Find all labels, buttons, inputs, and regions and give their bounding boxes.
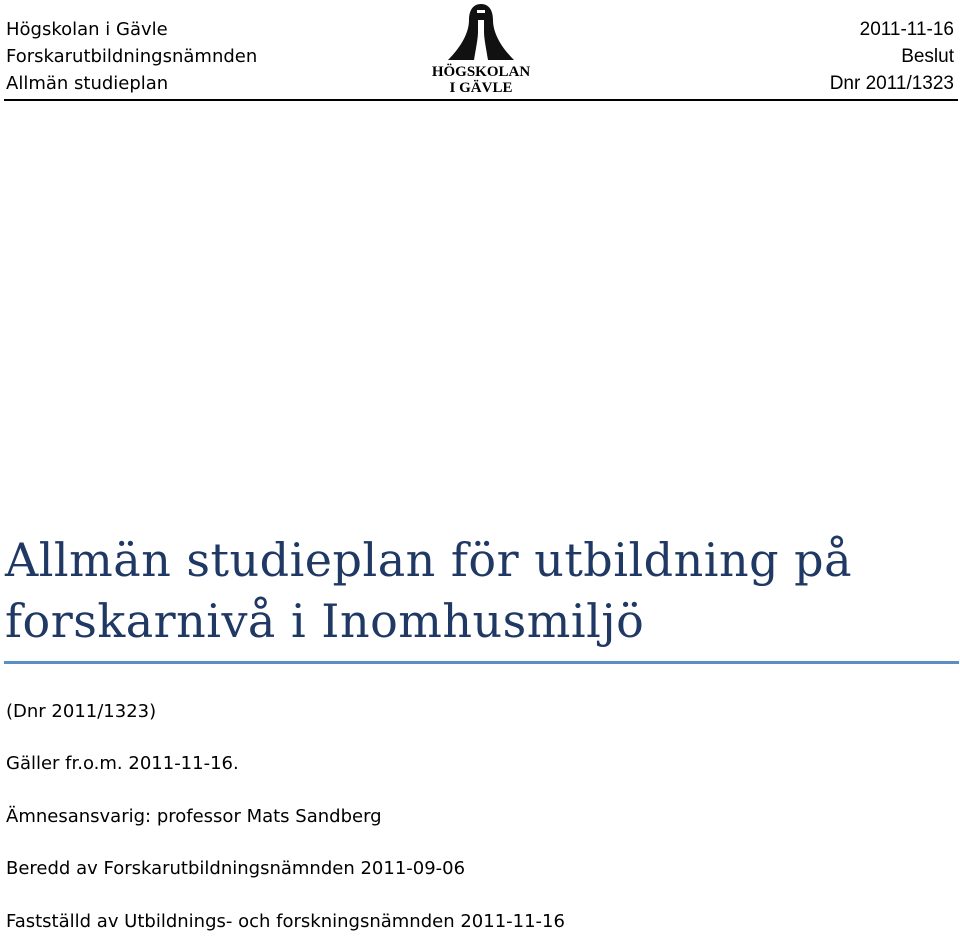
prepared-by-text: Beredd av Forskarutbildningsnämnden 2011-09-06: [6, 858, 466, 879]
header-university-name: Högskolan i Gävle: [6, 19, 168, 40]
header-right-block: [830, 16, 954, 97]
approved-by-text: Fastställd av Utbildnings- och forskningsnämnden 2011-11-16: [6, 911, 565, 932]
title-divider: [4, 661, 959, 664]
header-decision-label: Beslut: [901, 46, 954, 67]
logo-text-line2: I GÄVLE: [449, 80, 513, 96]
registration-number-text: (Dnr 2011/1323): [6, 701, 157, 722]
document-title-line2: forskarnivå i Inomhusmiljö: [5, 594, 645, 648]
logo-text-line1: HÖGSKOLAN: [431, 64, 531, 80]
valid-from-text: Gäller fr.o.m. 2011-11-16.: [6, 753, 239, 774]
logo-emblem-icon: [428, 2, 534, 64]
document-title: [5, 530, 945, 652]
subject-responsible-text: Ämnesansvarig: professor Mats Sandberg: [6, 806, 382, 827]
header-date: 2011-11-16: [859, 19, 954, 40]
header-left-block: [6, 16, 257, 97]
header-committee-name: Forskarutbildningsnämnden: [6, 46, 258, 67]
header-divider: [4, 99, 958, 101]
university-logo: [428, 2, 534, 96]
document-title-line1: Allmän studieplan för utbildning på: [5, 533, 853, 587]
header-document-type: Allmän studieplan: [6, 73, 169, 94]
header-registration-number: Dnr 2011/1323: [829, 73, 954, 94]
